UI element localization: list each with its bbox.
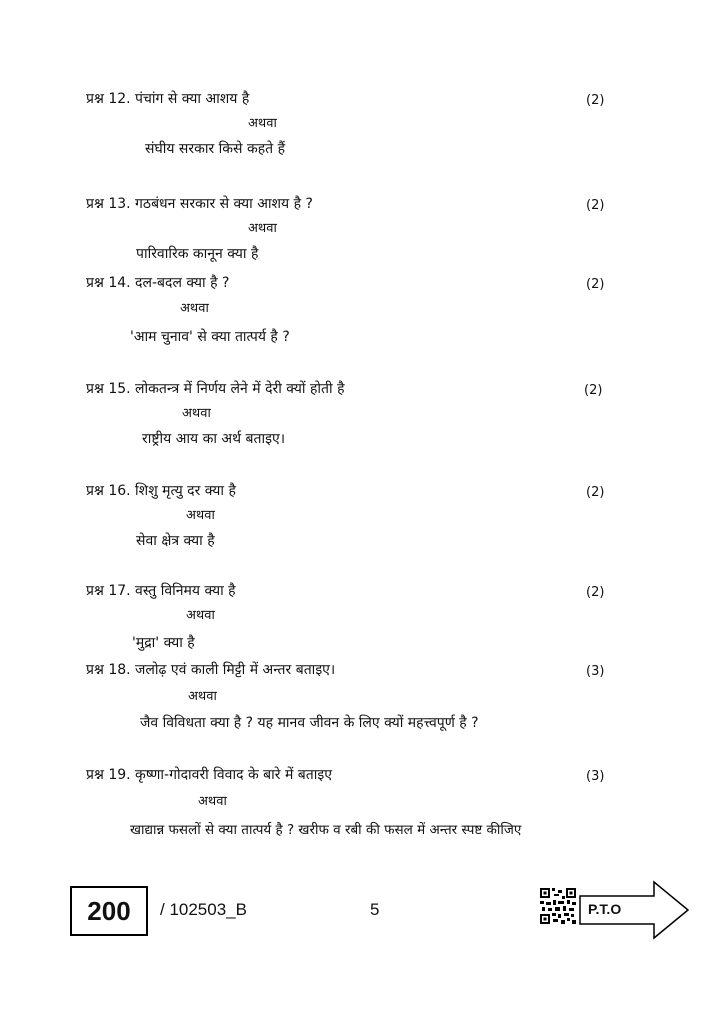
question-text: दल-बदल क्या है ? [135,275,230,291]
page-footer [0,876,725,946]
question-16-line [86,482,236,500]
marks: (3) [586,664,605,679]
question-label: प्रश्न 12. [86,91,131,107]
alternate-question: राष्ट्रीय आय का अर्थ बताइए। [142,431,286,447]
question-text: जलोढ़ एवं काली मिट्टी में अन्तर बताइए। [135,662,336,678]
alternate-question: खाद्यान्न फसलों से क्या तात्पर्य है ? खरीफ व रबी की फसल में अन्तर स्पष्ट कीजिए [130,822,522,838]
question-13-line [86,195,313,213]
marks: (2) [584,383,603,398]
or-label: अथवा [180,301,209,316]
question-17-line [86,582,236,600]
pto-label: P.T.O [588,901,622,917]
or-label: अथवा [188,689,217,704]
marks: (2) [586,277,605,292]
question-text: शिशु मृत्यु दर क्या है [135,483,236,499]
alternate-question: पारिवारिक कानून क्या है [136,246,259,262]
question-label: प्रश्न 17. [86,583,131,599]
marks: (2) [586,585,605,600]
question-19-line [86,766,332,784]
alternate-question: 'आम चुनाव' से क्या तात्पर्य है ? [130,329,290,345]
question-label: प्रश्न 16. [86,483,131,499]
question-text: वस्तु विनिमय क्या है [135,583,236,599]
alternate-question: जैव विविधता क्या है ? यह मानव जीवन के लिए क्यों महत्त्वपूर्ण है ? [140,715,479,731]
question-text: गठबंधन सरकार से क्या आशय है ? [135,196,313,212]
question-12-line [86,90,249,108]
marks: (3) [586,769,605,784]
question-label: प्रश्न 14. [86,275,131,291]
marks: (2) [586,198,605,213]
or-label: अथवा [248,116,277,131]
paper-code: / 102503_B [160,900,247,919]
or-label: अथवा [198,794,227,809]
question-text: पंचांग से क्या आशय है [135,91,250,107]
question-label: प्रश्न 19. [86,767,131,783]
question-14-line [86,274,229,292]
question-18-line [86,661,335,679]
question-label: प्रश्न 13. [86,196,131,212]
alternate-question: संघीय सरकार किसे कहते हैं [145,141,286,157]
code-box: 200 [70,886,148,936]
qr-code-icon [540,888,576,924]
question-text: कृष्णा-गोदावरी विवाद के बारे में बताइए [135,767,333,783]
marks: (2) [586,93,605,108]
question-text: लोकतन्त्र में निर्णय लेने में देरी क्यों होती है [135,381,345,397]
alternate-question: 'मुद्रा' क्या है [132,635,195,651]
question-label: प्रश्न 15. [86,381,131,397]
or-label: अथवा [186,608,215,623]
or-label: अथवा [186,508,215,523]
page-number: 5 [370,900,380,919]
or-label: अथवा [248,221,277,236]
or-label: अथवा [182,406,211,421]
question-15-line [86,380,345,398]
alternate-question: सेवा क्षेत्र क्या है [136,533,215,549]
question-label: प्रश्न 18. [86,662,131,678]
marks: (2) [586,485,605,500]
